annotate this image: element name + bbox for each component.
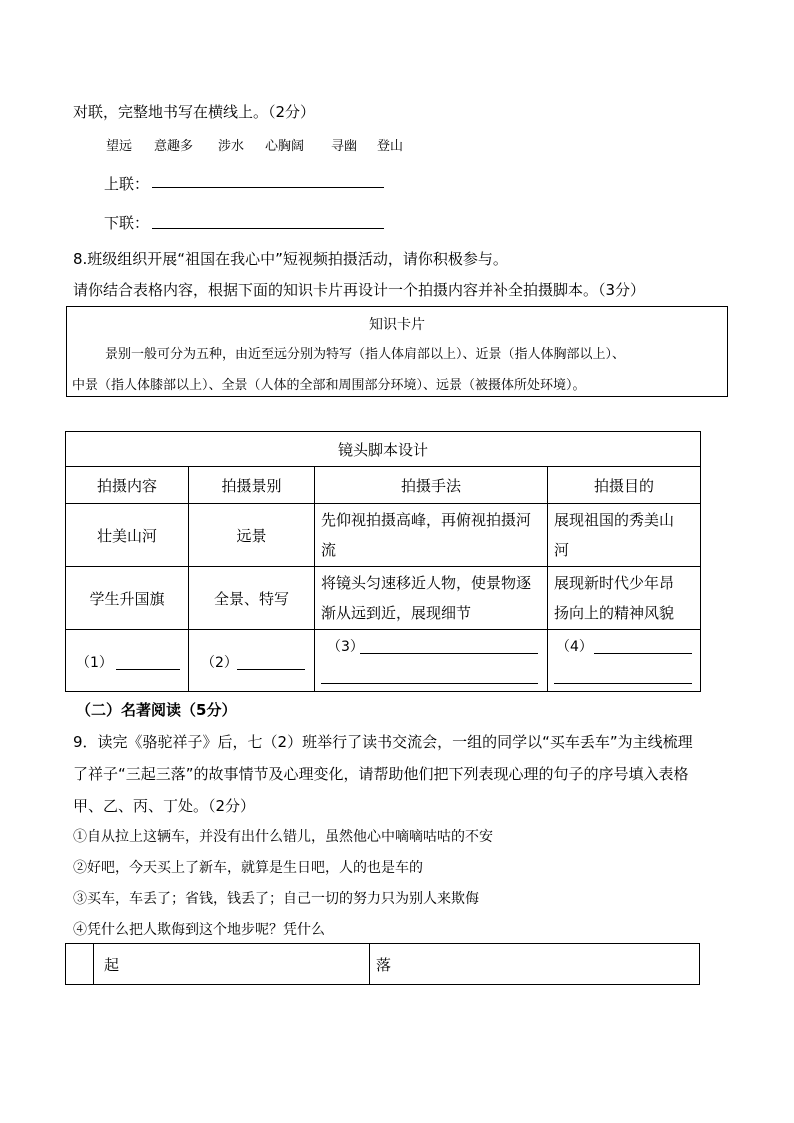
section-heading: （二）名著阅读（5分） [76,701,237,719]
q9-line3: 甲、乙、丙、丁处。（2分） [73,797,256,815]
header-rise: 起 [94,944,370,985]
couplet-instruction: 对联，完整地书写在横线上。（2分） [73,103,316,121]
row1-purpose-line1: 展现祖国的秀美山 [554,511,675,529]
q9-line2: 了祥子“三起三落”的故事情节及心理变化，请帮助他们把下列表现心理的句子的序号填入表格 [73,765,689,783]
blank-2-cell [189,630,315,692]
couplet-word: 心胸阔 [265,139,305,154]
q9-option-1: ①自从拉上这辆车，并没有出什么错儿，虽然他心中嘀嘀咕咕的不安 [73,829,493,845]
blank-4-label: （4） [556,638,593,655]
lower-couplet-answer-line[interactable] [152,228,384,229]
blank-2-label: （2） [201,654,238,671]
row2-method-line2: 渐从远到近，展现细节 [321,604,472,622]
row2-purpose [548,567,701,630]
header-content: 拍摄内容 [66,467,189,504]
row2-purpose-line2: 扬向上的精神风貌 [554,604,675,622]
row2-scene: 全景、特写 [189,567,315,630]
blank-1-label: （1） [76,654,113,671]
knowledge-card-line1: 景别一般可分为五种，由近至远分别为特写（指人体肩部以上）、近景（指人体胸部以上）、 [105,347,626,362]
row1-purpose-line2: 河 [554,541,570,559]
header-method: 拍摄手法 [315,467,548,504]
couplet-word: 意趣多 [154,139,194,154]
blank-1-line[interactable] [116,669,180,670]
table-row [66,630,701,692]
table-row [66,567,701,630]
blank-4-cell [548,630,701,692]
q9-option-2: ②好吧，今天买上了新车，就算是生日吧，人的也是车的 [73,860,423,876]
q8-line1: 8.班级组织开展“祖国在我心中”短视频拍摄活动，请你积极参与。 [73,250,508,268]
row1-method [315,504,548,567]
row1-purpose [548,504,701,567]
header-purpose: 拍摄目的 [548,467,701,504]
q9-option-3: ③买车，车丢了；省钱，钱丢了；自己一切的努力只为别人来欺侮 [73,891,479,907]
blank-3-line-1[interactable] [360,653,538,654]
knowledge-card-line2: 中景（指人体膝部以上）、全景（人体的全部和周围部分环境）、远景（被摄体所处环境）。 [72,378,586,393]
couplet-word: 望远 [106,139,133,154]
row1-method-line1: 先仰视拍摄高峰，再俯视拍摄河 [321,511,532,529]
blank-4-line-2[interactable] [554,683,692,684]
row2-method-line1: 将镜头匀速移近人物，使景物逐 [321,574,532,592]
header-scene: 拍摄景别 [189,467,315,504]
knowledge-card-title: 知识卡片 [369,317,425,333]
upper-couplet-answer-line[interactable] [152,187,384,188]
lower-couplet-label: 下联： [104,214,150,232]
blank-3-label: （3） [327,638,364,655]
rise-fall-table [65,943,700,985]
row1-content: 壮美山河 [66,504,189,567]
shot-script-table [65,431,701,692]
row2-method [315,567,548,630]
q8-line2: 请你结合表格内容，根据下面的知识卡片再设计一个拍摄内容并补全拍摄脚本。（3分） [73,281,646,299]
blank-3-cell [315,630,548,692]
upper-couplet-label: 上联： [104,175,150,193]
couplet-word: 涉水 [218,139,245,154]
header-fall: 落 [370,944,700,985]
knowledge-card [66,306,728,397]
row1-method-line2: 流 [321,541,337,559]
shot-script-title: 镜头脚本设计 [66,432,701,467]
blank-4-line-1[interactable] [594,653,692,654]
q9-line1: 9．读完《骆驼祥子》后，七（2）班举行了读书交流会，一组的同学以“买车丢车”为主线梳理 [73,733,693,751]
row1-scene: 远景 [189,504,315,567]
rise-fall-corner-cell [66,944,94,985]
blank-1-cell [66,630,189,692]
row2-purpose-line1: 展现新时代少年昂 [554,574,675,592]
couplet-word: 登山 [377,139,404,154]
couplet-word: 寻幽 [331,139,358,154]
blank-3-line-2[interactable] [321,683,538,684]
row2-content: 学生升国旗 [66,567,189,630]
q9-option-4: ④凭什么把人欺侮到这个地步呢？凭什么 [73,922,325,938]
blank-2-line[interactable] [237,669,305,670]
table-row [66,504,701,567]
